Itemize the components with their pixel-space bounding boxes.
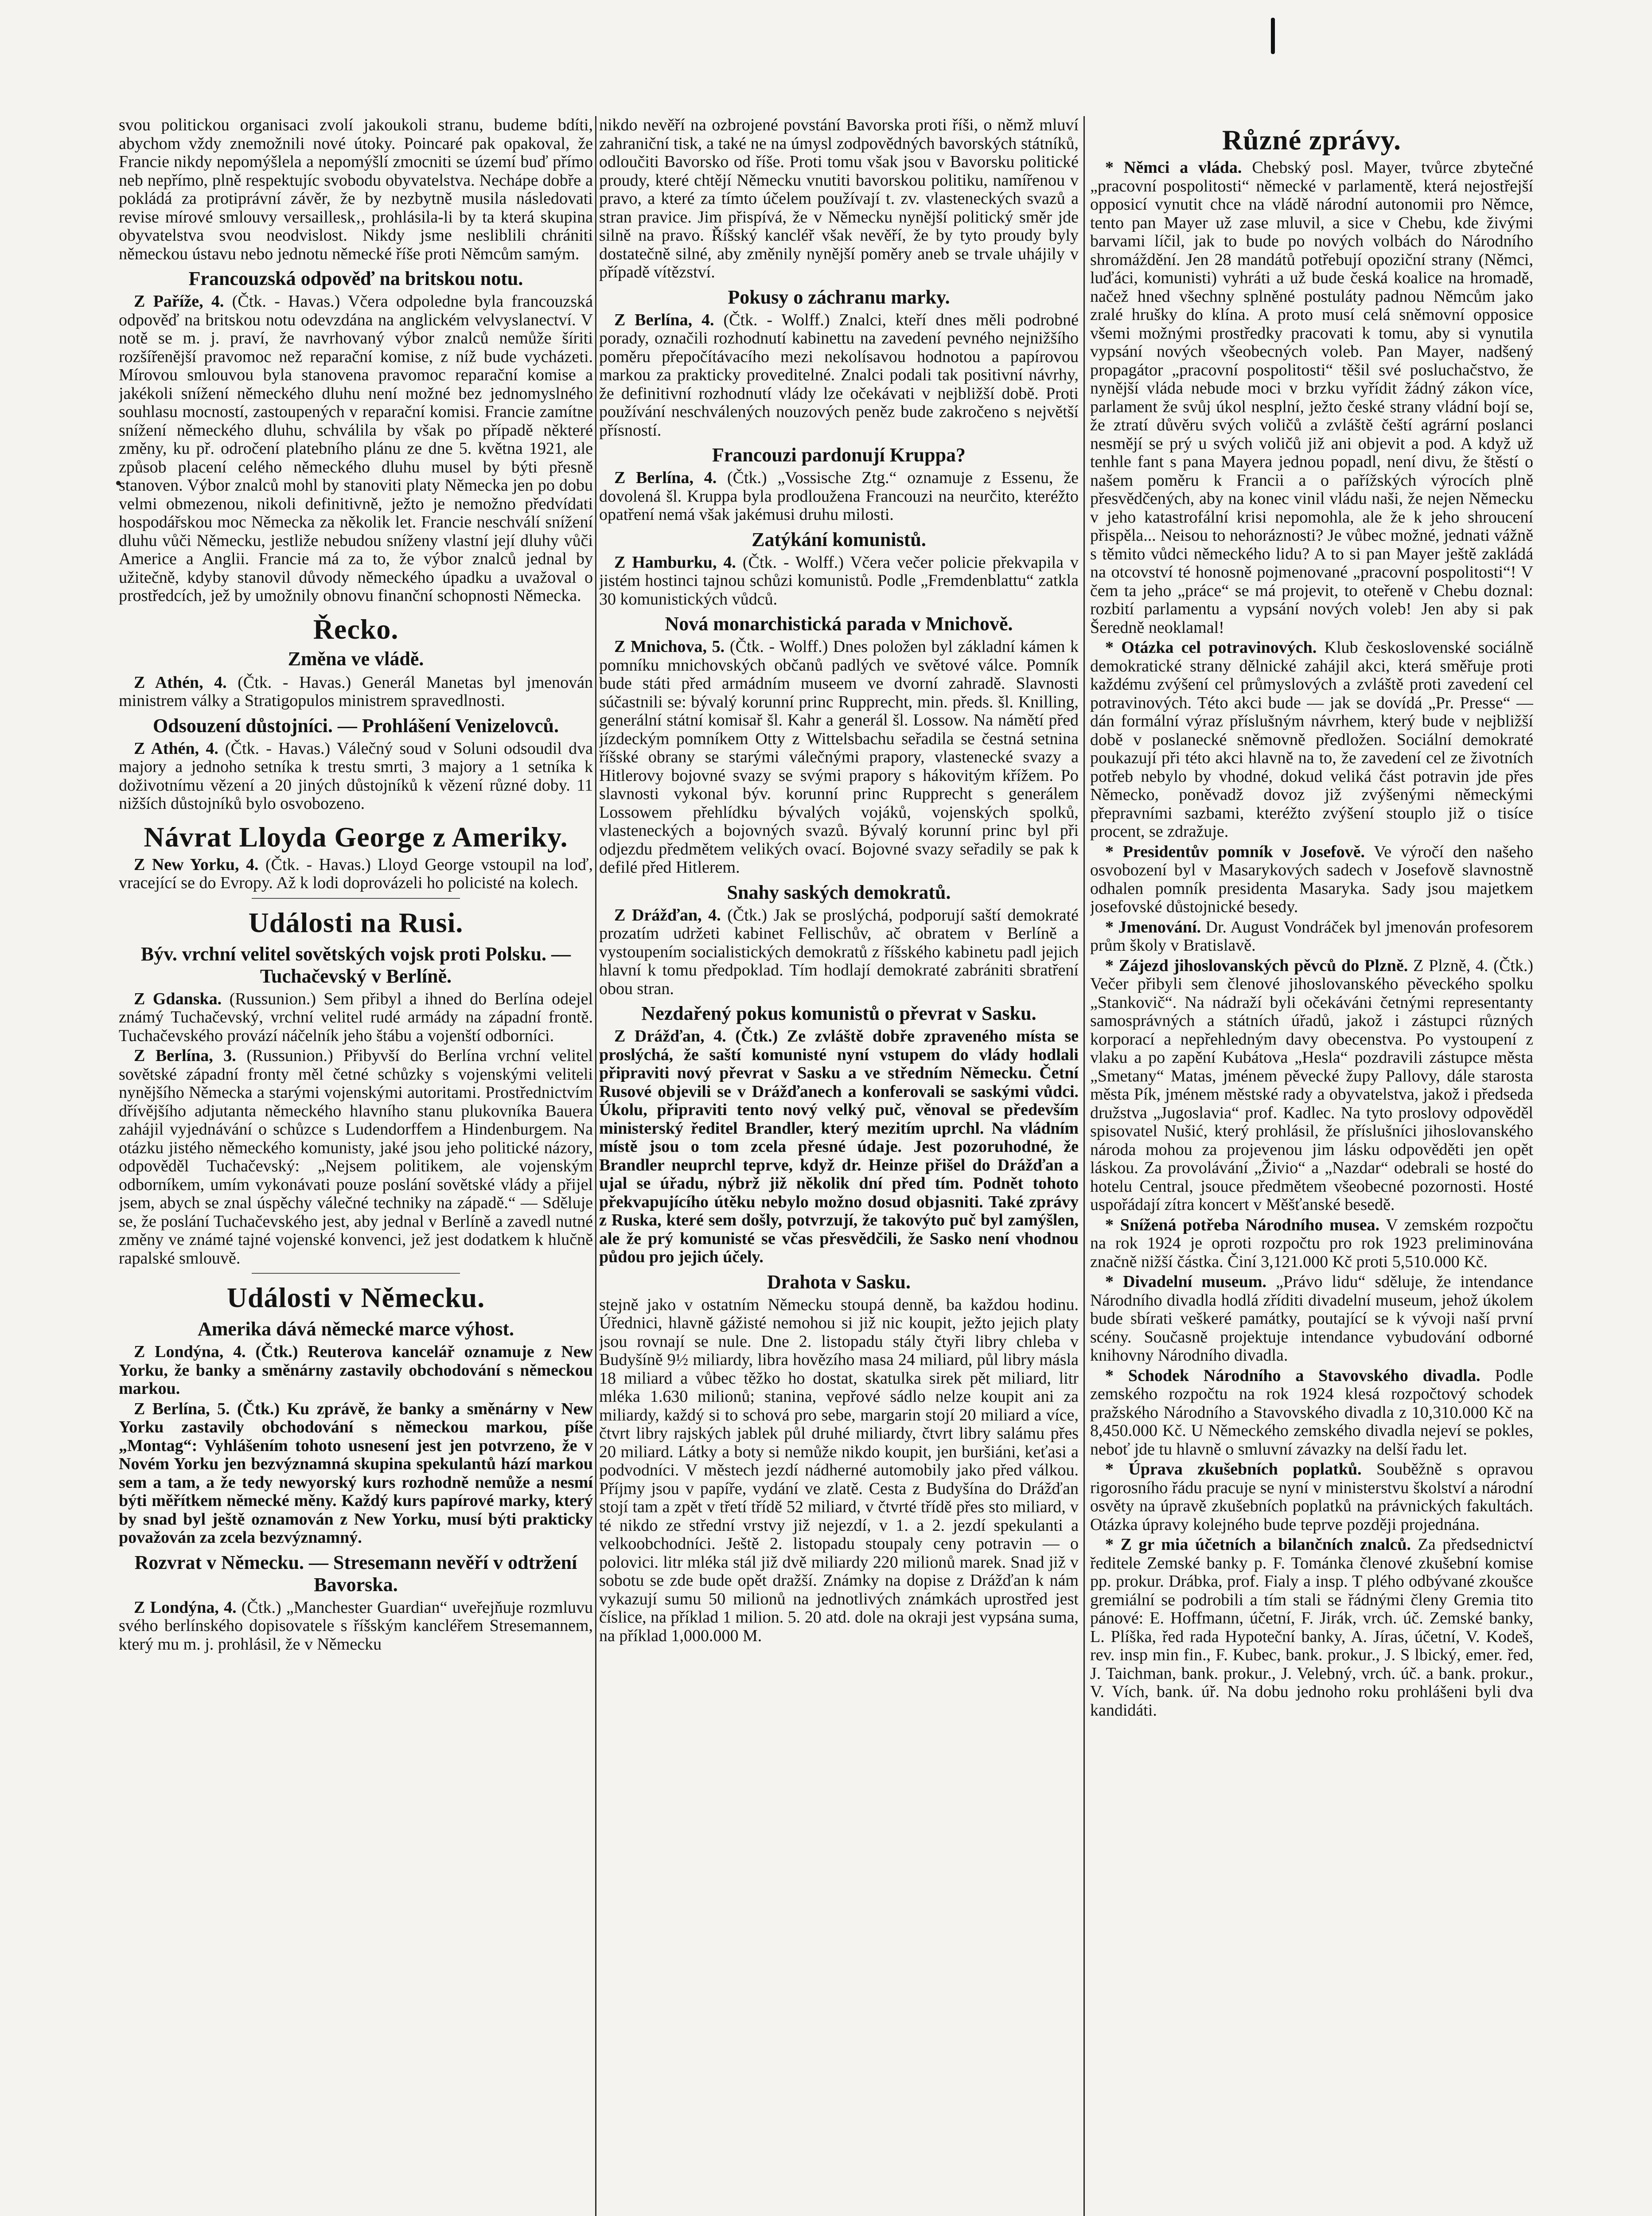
article-subheadline: Změna ve vládě. [288,648,424,670]
paragraph-text: (Čtk. - Wolff.) Dnes položen byl základní kámen k pomníku mnichovských občanů padlých ve světové válce. Pomník bude státi před armádním museem ve dvorní zahradě. Slavnosti súčastnili se: bývalý korunní princ Rupprecht, min. předs. šl. Knilling, generální státní komisař šl. Kahr a generál šl. Lossow. Na námětí před jízdeckým pomníkem Otty z Wittelsbachu seřadila se čestná setnina říšské obrany se starými válečnými prapory, vlastenecké svazy a Hitlerovy bojovné svazy se svými prapory s hákovitým křížem. Po slavnosti vykonal býv. korunní princ Rupprecht s generálem Lossowem přehlídku bývalých vojáků, vojenských spolků, vlasteneckých a bojovných svazů. Bývalý korunní princ byl při odjezdu předmětem velikých ovací. Bojovné svazy seřadily se pak k defilé před Hitlerem. [599,637,1079,877]
dateline: * Jmenování. [1105,917,1201,936]
article-headline: Nezdařený pokus komunistů o převrat v Sasku. [641,1003,1036,1024]
article-paragraph [1090,1367,1533,1459]
paragraph-text: (Čtk.) Jak se proslýchá, podporují saští demokraté prozatím udržeti kabinet Fellischův, ač obratem v Berlíně a vystoupením socialistických demokratů z říšského kabinetu padl jejich hlavní k tomu předpoklad. Tím hodlají demokraté zabrániti sbratření obou stran. [599,905,1079,998]
dateline: * Snížená potřeba Národního musea. [1105,1215,1380,1234]
section-separator [252,898,460,899]
article-headline: Drahota v Sasku. [767,1271,911,1293]
paragraph-text: Chebský posl. Mayer, tvůrce zbytečné „pracovní pospolitosti“ německé v parlamentě, která nejostřejší opposicí vynutit chce na vládě národní autonomii pro Němce, tento pan Mayer už zase mluvil, a sice v Chebu, kde živými barvami líčil, jak to bude po nových volbách do Národního shromáždění. Jen 28 mandátů potřebují opoziční strany (Němci, luďáci, komunisti) vyhráti a už bude česká koalice na hromadě, načež hned všechny splněné postuláty padnou Němcům jako zralé hrušky do klína. A proto musí celá sněmovní opposice všemi možnými prostředky pracovati k tomu, aby si vynutila vypsání nových všeobecných voleb. Pan Mayer, nadšený propagátor „pracovní pospolitosti“ těšil své posluchačstvo, že nynější vláda nebude moci v brzku vyřídit žádný zákon více, parlament že svůj úkol nesplní, ježto české strany vládní bojí se, že ztratí důvěru svých voličů a zvláště čeští agrární poslanci nesmějí se prý u svých voličů již ani objevit a pod. A když už tenhle fant s pana Mayera jednou popadl, není divu, že štěstí o našem poměru k Francii a o pařížských výrocích plně přesvědčených, aby na konec vinil vládu naši, že nejen Německu v jeho katastrofální krisi nepomohla, ale že k jeho shroucení přispěla... Neisou to nehoráznosti? Je vůbec možné, jednati vážně s těmito vůdci německého lidu? A to si pan Mayer ještě zakládá na otcovství té honosně pojmenované „pracovní pospolitosti“! V čem ta jeho „práce“ se má projevit, to oteřeně v Chebu doznal: rozbití parlamentu a vypsání nových voleb! Jen aby si pak Šeredně neoklamal! [1090,158,1533,637]
article-paragraph [1090,1273,1533,1365]
paragraph-text: (Čtk. - Havas.) Válečný soud v Soluni odsoudil dva majory a jednoho setníka k trestu smrti, 3 majory a 1 setníka k doživotnímu vězení a 20 jiných důstojníků k vězení různé doby. 11 nižších důstojníků bylo osvobozeno. [119,739,593,813]
dateline: Z Berlína, 4. [614,310,714,329]
column-rule [1083,116,1085,2216]
article-headline: Rozvrat v Německu. — Stresemann nevěří v odtržení Bavorska. [134,1551,577,1596]
article-paragraph [599,469,1079,524]
ink-mark [1271,18,1275,54]
dateline: Z Gdanska. [134,989,222,1008]
dateline: Z Athén, 4. [134,673,227,692]
article-paragraph [599,906,1079,999]
dateline: * Schodek Národního a Stavovského divadla. [1105,1366,1481,1385]
dateline: * Z gr mia účetních a bilančních znalců. [1105,1535,1411,1554]
article-paragraph [1090,1460,1533,1534]
section-heading: Události na Rusi. [248,906,464,938]
article-headline: Nová monarchistická parada v Mnichově. [665,613,1013,635]
column-middle [599,116,1079,2216]
paragraph-text: (Čtk.) Ku zprávě, že banky a směnárny v New Yorku zastavily obchodování s německou markou, píše „Montag“: Vyhlášením tohoto usnesení jest jen potvrzeno, že v Novém Yorku jen bezvýznamná skupina spekulantů hází markou sem a tam, a že tedy newyorský kurs rozhodně nemůže a nesmí býti měřítkem německé měny. Každý kurs papírové marky, který by snad byl ještě oznamován z New Yorku, musí býti prakticky považován za zcela bezvýznamný. [119,1399,593,1547]
article-headline: Pokusy o záchranu marky. [728,286,950,308]
article-paragraph [119,1343,593,1398]
article-paragraph [119,1599,593,1654]
dateline: Z Mnichova, 5. [614,637,725,656]
dateline: * Němci a vláda. [1105,158,1242,177]
article-paragraph [119,990,593,1046]
paragraph-text: nikdo nevěří na ozbrojené povstání Bavorska proti říši, o němž mluví zahraniční tisk, a také ne na úmysl zodpovědných bavorských státníků, odloučiti Bavorsko od říše. Proti tomu však jsou v Bavorsku politické proudy, které chtějí Německu vnutiti bavorskou politiku, namířenou v pravo, a které za tímto účelem používají t. zv. vlasteneckých svazů a stran pravice. Jim přispívá, že v Německu nynější politický směr jde silně na pravo. Říšský kancléř však nevěří, že by tyto proudy byly dostatečně silné, aby změnily nynější poměry aneb se trvale uhájily v případě vítězství. [599,116,1079,281]
paragraph-text: (Čtk.) Ze zvláště dobře zpraveného místa se proslýchá, že saští komunisté nyní vstupem do vlády hodlali připraviti nový převrat v Sasku a ve středním Německu. Četní Rusové objevili se v Drážďanech a konferovali se saskými vůdci. Úkolu, připraviti tento nový velký puč, věnoval se především ministerský ředitel Brandler, který mezitím uprchl. Na vládním místě jsou o tom zcela přesné údaje. Jest pozoruhodné, že Brandler neuprchl teprve, když dr. Heinze přišel do Drážďan a ujal se úřadu, nýbrž již několik dní před tím. Podnět tohoto překvapujícího útěku nebylo možno dosud objasniti. Také zprávy z Ruska, které sem došly, potvrzují, že takovýto puč byl zamýšlen, ale že prý komunisté se včas přesvědčili, že Sasko není vhodnou půdou pro jejich účely. [599,1027,1079,1266]
paragraph-text: (Čtk. - Havas.) Generál Manetas byl jmenován ministrem války a Stratigopulos ministrem spravedlnosti. [119,673,593,710]
article-paragraph [1090,918,1533,955]
article-paragraph [119,116,593,263]
paragraph-text: Klub československé sociálně demokratické strany dělnické zahájil akci, která směřuje proti každému zvýšení cel průmyslových a zvláště proti zavedení cel potravinových. Této akci bude — jak se dovídá „Pr. Presse“ — dán formální výraz příslušným návrhem, který bude v nejbližší době v poslanecké sněmovně předložen. Sociální demokraté poukazují při této akci hlavně na to, že zavedení cel ze životních potřeb nebylo by vhodné, dokud veliká část potravin jde přes Německo, poněvadž dovoz již zvýšenými německými přepravními sazbami, kteréžto zvýšení stouplo již o tisíce procent, se zdražuje. [1090,638,1533,841]
paragraph-text: (Čtk.) „Manchester Guardian“ uveřejňuje rozmluvu svého berlínského dopisovatele s říšským kancléřem Stresemannem, který mu m. j. prohlásil, že v Německu [119,1598,593,1654]
article-paragraph [1090,843,1533,917]
article-paragraph [1090,639,1533,841]
article-headline: Zatýkání komunistů. [752,528,926,550]
paragraph-text: V zemském rozpočtu na rok 1924 je oproti rozpočtu pro rok 1923 preliminována značně nižší částka. Činí 3,121.000 Kč proti 5,510.000 Kč. [1090,1215,1533,1271]
dateline: * Úprava zkušebních poplatků. [1105,1460,1362,1479]
section-heading: Různé zprávy. [1222,124,1402,156]
column-rule [595,116,596,2216]
article-paragraph [599,638,1079,877]
dateline: Z Londýna, 4. [134,1598,237,1617]
paragraph-text: (Čtk. - Wolff.) Znalci, kteří dnes měli podrobné porady, označili rozhodnutí kabinettu na zavedení pevného nejnižšího poměru přepočítávacího mezi nekolísavou hodnotou a papírovou markou za prakticky proveditelné. Znalci podali tak positivní návrhy, že definitivní rozhodnutí vlády lze očekávati v nejbližší době. Proti používání neschválených nouzových peněz bude zakročeno s největší přísností. [599,310,1079,440]
article-headline: Odsouzení důstojníci. — Prohlášení Venizelovců. [153,714,559,737]
dateline: Z New Yorku, 4. [134,855,259,874]
dateline: Z Paříže, 4. [134,292,224,311]
paragraph-text: Podle zemského rozpočtu na rok 1924 klesá rozpočtový schodek pražského Národního a Stavovského divadla z 10,310.000 Kč na 8,450.000 Kč. U Německého zemského divadla nejeví se pokles, neboť jde tu hlavně o smluvní závazky na delší řadu let. [1090,1366,1533,1459]
article-paragraph [1090,957,1533,1214]
article-paragraph [599,116,1079,282]
paragraph-text: Ve výročí den našeho osvobození byl v Masarykových sadech v Josefově slavnostně odhalen pomník presidenta Masaryka. Sady jsou majetkem josefovské důstojnické besedy. [1090,842,1533,916]
article-headline: Snahy saských demokratů. [727,881,951,903]
dateline: * Presidentův pomník v Josefově. [1105,842,1365,861]
article-paragraph [599,311,1079,440]
dateline: Z Berlína, 4. [614,468,717,487]
dateline: * Divadelní museum. [1105,1272,1266,1291]
paragraph-text: (Čtk. - Wolff.) Včera večer policie překvapila v jistém hostinci tajnou schůzi komunistů. Podle „Fremdenblattu“ zatkla 30 komunistických vůdců. [599,553,1079,609]
article-paragraph [1090,159,1533,637]
paragraph-text: (Čtk.) „Vossische Ztg.“ oznamuje z Essenu, že dovolená šl. Kruppa byla prodloužena Francouzi na neurčito, kteréžto opatření nemá však jakémusi druhu milosti. [599,468,1079,524]
paragraph-text: Souběžně s opravou rigorosního řádu pracuje se nyní v ministerstvu školství a národní osvěty na úpravě zkušebních poplatků na právnických fakultách. Otázka úpravy kolejného bude teprve později projednána. [1090,1460,1533,1534]
article-paragraph [1090,1216,1533,1272]
dateline: Z Hamburku, 4. [614,553,736,572]
article-paragraph [599,1027,1079,1267]
dateline: Z Athén, 4. [134,739,218,758]
article-paragraph [119,1400,593,1547]
article-paragraph [119,1047,593,1268]
paragraph-text: (Čtk. - Havas.) Lloyd George vstoupil na loď, vracející se do Evropy. Až k lodi doprovázeli ho policisté na kolech. [119,855,593,892]
dateline: Z Drážďan, 4. [614,1027,726,1046]
dateline: Z Londýna, 4. [134,1342,246,1361]
paragraph-text: svou politickou organisaci zvolí jakoukoli stranu, budeme bdíti, abychom vždy znemožnili nové útoky. Poincaré pak opakoval, že Francie nikdy nepomýšlela a nepomýšlí zmocniti se území buď přímo neb nepřímo, plně respektujíc svobodu obyvatelstva. Nechápe dobře a pokládá za protiprávní závěr, že by nezbytně musila následovati revise mírové smlouvy versaillesk‚, prohlásila-li by ta která skupina obyvatelstva svou neodvislost. Nikdy jsme nesliblili chrániti německou ústavu nebo jednotu německé říše proti Němcům samým. [119,116,593,263]
paragraph-text: (Russunion.) Sem přibyl a ihned do Berlína odejel známý Tuchačevský, vrchní velitel rudé armády na západní frontě. Tuchačevského provází náčelník jeho štábu a vojenští odborníci. [119,989,593,1045]
article-headline: Býv. vrchní velitel sovětských vojsk proti Polsku. — Tuchačevský v Berlíně. [140,943,571,987]
article-headline: Francouzi pardonují Kruppa? [712,444,966,466]
section-heading: Události v Německu. [226,1282,485,1313]
article-headline: Amerika dává německé marce výhost. [197,1318,514,1340]
paragraph-text: Z Plzně, 4. (Čtk.) Večer přibyli sem členové jihoslovanského pěveckého spolku „Stankovič“. Na nádraží byli očekáváni četnými representanty samosprávných a státních úřadů, jakož i zástupci různých korporací a nepřehledným davy obecenstva. Po vystoupení z vlaku a po zapění Kubátova „Hesla“ pozdravili zástupce města „Smetany“ Matas, jménem pěvecké župy Pallovy, dále starosta města Pík, jménem městské rady a obyvatelstva, jakož i předseda družstva „Jugoslavia“ prof. Kadlec. Na tyto proslovy odpověděl spisovatel Nušić, který prohlásil, že příslušníci jihoslovanského národa mohou za projevenou jim lásku odpověděti jen opět láskou. Za provolávání „Živio“ a „Nazdar“ odebrali se hosté do hotelu Central, jsouce předmětem všeobecné pozornosti. Hosté uspořádají zítra koncert v Měšťanské besedě. [1090,956,1533,1214]
column-right [1090,116,1533,2216]
column-left [119,116,593,2216]
section-separator [252,1273,460,1274]
paragraph-text: „Právo lidu“ sděluje, že intendance Národního divadla hodlá zříditi divadelní museum, jehož úkolem bude sbírati veškeré památky, poutající se k vývoji naší první scény. Současně projektuje intendance vybudování odborné knihovny Národního divadla. [1090,1272,1533,1365]
paragraph-text: (Russunion.) Přibyvší do Berlína vrchní velitel sovětské západní fronty měl četné schůzky s vojenskými veliteli nynějšího Německa a starými vojenskými autoritami. Prostřednictvím dřívějšího adjutanta německého hlavního stanu plukovníka Bauera zahájil vyjednávání o schůzce s Ludendorffem a Hindenburgem. Na otázku jistého německého komunisty, jaké jsou jeho politické názory, odpověděl Tuchačevský: „Nejsem politikem, ale vojenským odborníkem, umím vykonávati pouze poslání sovětské vlády a přijel jsem, abych se znal úspěchy válečné techniky na západě.“ — Sděluje se, že poslání Tuchačevského jest, aby jednal v Berlíně a zavedl nutné změny ve známé tajné vojenské konvenci, jež jest dodatkem k hlučně rapalské smlouvě. [119,1046,593,1268]
dateline: Z Berlína, 5. [134,1399,230,1418]
article-paragraph [119,674,593,710]
article-headline: Francouzská odpověď na britskou notu. [188,268,523,289]
dateline: Z Drážďan, 4. [614,905,721,925]
article-paragraph [119,293,593,605]
paragraph-text: Za předsednictví ředitele Zemské banky p. F. Tománka členové zkušební komise pp. prokur. Drábka, prof. Fialy a insp. T plého odbývané zkoušce gremiální se podrobili a tím stali se řádnými členy Gremia tito pánové: E. Hoffmann, účetní, F. Jirák, vrch. úč. Zemské banky, L. Plíška, řed rada Hypoteční banky, A. Jíras, účetní, V. Kodeš, rev. insp min fin., F. Kubec, bank. prokur., J. S lbický, emer. řed, J. Taichman, bank. prokur., J. Velebný, vrch. úč. a bank. prokur., V. Vích, bank. úř. Na dobu jednoho roku prohlášeni byli dva kandidáti. [1090,1535,1533,1720]
article-paragraph [119,740,593,813]
section-heading: Řecko. [313,613,399,645]
article-paragraph [599,1296,1079,1646]
section-heading: Návrat Lloyda George z Ameriky. [144,821,568,853]
paragraph-text: (Čtk.) Reuterova kancelář oznamuje z New Yorku, že banky a směnárny zastavily obchodování s německou markou. [119,1342,593,1398]
paragraph-text: stejně jako v ostatním Německu stoupá denně, ba každou hodinu. Úřednici, hlavně gážisté nemohou si již nic koupit, ježto jejich platy jsou rovnají se nule. Dne 2. listopadu stály čtyři libry chleba v Budyšíně 9½ miliardy, libra hovězího masa 24 miliard, půl libry másla 18 miliard a vůbec těžko ho dostat, skatulka sirek pět miliard, litr mléka 1.630 milionů; stanina, vepřové sádlo nelze koupit ani za miliardy, každý si to schová pro sebe, margarin stojí 20 miliard a více, čtvrt libry rajských jablek půl druhé miliardy, čtvrt libry salámu přes 20 miliard. Látky a boty si nemůže nikdo koupit, jen buršiáni, keťasi a podvodníci. V městech jezdí nádherné automobily jako před válkou. Příjmy jsou v papíře, vydání ve zlatě. Cesta z Budyšína do Drážďan stojí tam a zpět v třetí třídě 52 miliard, v čtvrté třídě přes sto miliard, v té nikdo ze střední vrstvy již nejezdí, v 1. a 2. jezdí spekulanti a velkoobchodníci. Ještě 2. listopadu stoupaly ceny potravin — o polovici. litr mléka stál již dvě miliardy 220 milionů marek. Snad již v sobotu se zde bude opět dražší. Známky na dopise z Drážďan k nám vykazují sumu 50 milionů na jednotlivých známkách uprostřed jest číslice, na příklad 1 milion. 5. 20 atd. dole na okraji jest vypsána suma, na příklad 1,000.000 M. [599,1295,1079,1645]
article-paragraph [119,856,593,893]
paragraph-text: (Čtk. - Havas.) Včera odpoledne byla francouzská odpověď na britskou notu odevzdána na anglickém velvyslanectví. V notě se m. j. praví, že navrhovaný výbor znalců nemůže šíriti rozšířenější pravomoc než reparační komise, z níž bude vycházeti. Mírovou smlouvou byla stanovena pravomoc reparační komise a jakékoli snížení německého dluhu není možné bez jednomyslného souhlasu mocností, zastoupených v reparační komisi. Francie zamítne snížení německého dluhu, schválila by však po případě některé změny, ku př. odročení platebního plánu ze dne 5. května 1921, ale způsob placení celého německého dluhu musel by býti přesně stanoven. Výbor znalců mohl by stanoviti platy Německa jen po dobu velmi obmezenou, nikoli definitivně, ježto je nemožno předvídati hospodářskou moc Německa za několik let. Francie neschválí snížení dluhu vůči Německu, jestliže nebudou sníženy vlastní její dluhy vůči Americe a Anglii. Francie má za to, že výbor znalců jednal by užitečně, kdyby stanovil důvody německého úpadku a uvažoval o prostředcích, jež by umožnily obnovu finanční schopnosti Německa. [119,292,593,605]
dateline: * Zájezd jihoslovanských pěvců do Plzně. [1105,956,1408,975]
dateline: Z Berlína, 3. [134,1046,236,1065]
article-paragraph [599,554,1079,609]
article-paragraph [1090,1536,1533,1720]
dateline: * Otázka cel potravinových. [1105,638,1317,657]
paragraph-text: Dr. August Vondráček byl jmenován profesorem prům školy v Bratislavě. [1090,917,1533,955]
